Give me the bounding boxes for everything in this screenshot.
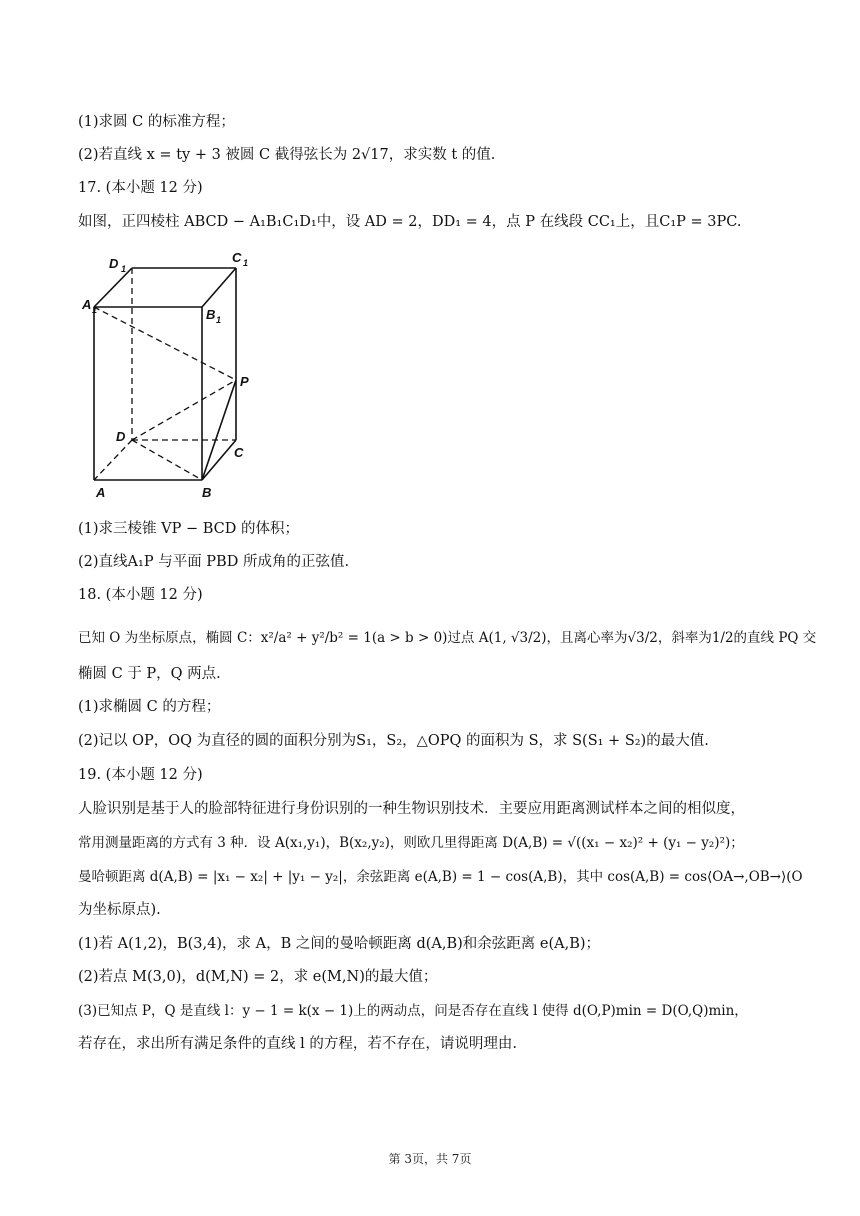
text-line: (1)求三棱锥 VP − BCD 的体积； xyxy=(78,521,299,537)
prism-figure xyxy=(82,248,262,503)
label-D1: D xyxy=(109,256,119,271)
label-A: A xyxy=(96,485,106,500)
text-line: 已知 O 为坐标原点，椭圆 C：x²/a² + y²/b² = 1(a > b > 0)过点 A(1, √3/2)，且离心率为√3/2，斜率为1/2的直线 PQ 交 xyxy=(78,630,817,646)
text-line: (3)已知点 P，Q 是直线 l：y − 1 = k(x − 1)上的两动点，问是否存在直线 l 使得 d(O,P)min = D(O,Q)min， xyxy=(78,1003,748,1019)
text-line: 椭圆 C 于 P，Q 两点. xyxy=(78,666,221,682)
text-line: 为坐标原点). xyxy=(78,902,161,918)
page-number: 第 3页，共 7页 xyxy=(388,1152,472,1166)
text-line: (2)直线A₁P 与平面 PBD 所成角的正弦值. xyxy=(78,554,350,570)
text-line: (1)求圆 C 的标准方程； xyxy=(78,114,235,130)
text-line: 曼哈顿距离 d(A,B) = |x₁ − x₂| + |y₁ − y₂|，余弦距离 e(A,B) = 1 − cos(A,B)，其中 cos(A,B) = cos⟨OA→,OB→⟩(O xyxy=(78,869,803,885)
svg-text:1: 1 xyxy=(121,264,127,274)
question-heading: 18. (本小题 12 分) xyxy=(78,587,203,603)
text-line: 若存在，求出所有满足条件的直线 l 的方程，若不存在，请说明理由. xyxy=(78,1036,517,1052)
label-B: B xyxy=(202,485,212,500)
label-C1: C xyxy=(232,250,242,265)
label-P: P xyxy=(240,374,249,389)
text-line: (1)若 A(1,2)，B(3,4)，求 A，B 之间的曼哈顿距离 d(A,B)和余弦距离 e(A,B)； xyxy=(78,936,601,952)
label-A1: A xyxy=(82,297,92,312)
label-D: D xyxy=(116,429,126,444)
label-B1: B xyxy=(206,307,216,322)
question-heading: 19. (本小题 12 分) xyxy=(78,767,203,783)
text-line: (2)若直线 x = ty + 3 被圆 C 截得弦长为 2√17，求实数 t 的值. xyxy=(78,147,496,163)
text-line: (2)记以 OP，OQ 为直径的圆的面积分别为S₁，S₂，△OPQ 的面积为 S，求 S(S₁ + S₂)的最大值. xyxy=(78,733,709,749)
text-line: 常用测量距离的方式有 3 种．设 A(x₁,y₁)，B(x₂,y₂)，则欧几里得距离 D(A,B) = √((x₁ − x₂)² + (y₁ − y₂)²)； xyxy=(78,835,744,851)
text-line: (1)求椭圆 C 的方程； xyxy=(78,699,221,715)
svg-text:1: 1 xyxy=(243,258,249,268)
question-heading: 17. (本小题 12 分) xyxy=(78,180,203,196)
svg-text:1: 1 xyxy=(92,305,98,315)
svg-text:1: 1 xyxy=(216,315,222,325)
label-C: C xyxy=(234,445,244,460)
text-line: (2)若点 M(3,0)，d(M,N) = 2，求 e(M,N)的最大值； xyxy=(78,969,438,985)
text-line: 人脸识别是基于人的脸部特征进行身份识别的一种生物识别技术．主要应用距离测试样本之间的相似度， xyxy=(78,801,745,817)
text-line: 如图，正四棱柱 ABCD − A₁B₁C₁D₁中，设 AD = 2，DD₁ = 4，点 P 在线段 CC₁上，且C₁P = 3PC. xyxy=(78,214,742,230)
